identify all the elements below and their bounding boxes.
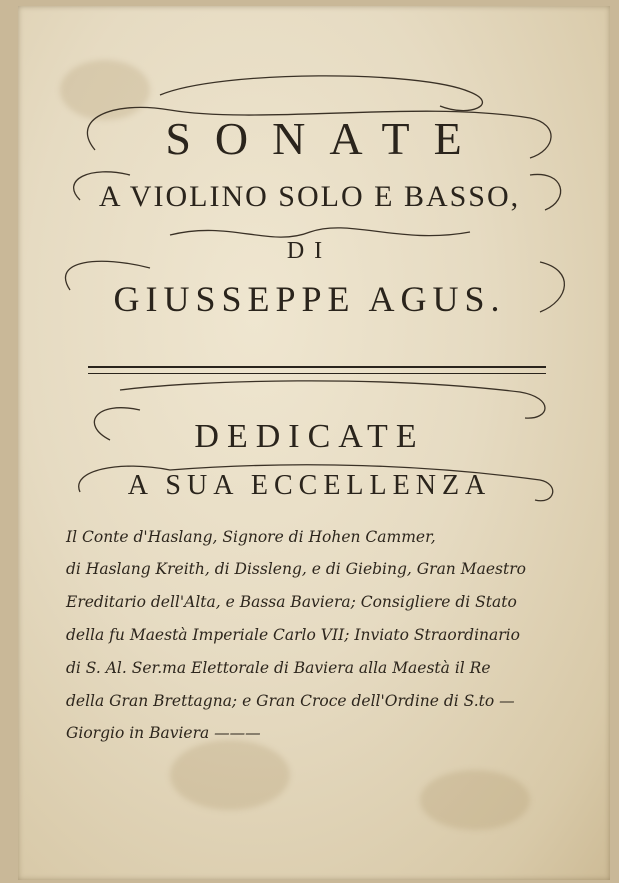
subtitle-line1: A VIOLINO SOLO E BASSO, bbox=[98, 180, 521, 213]
divider-rule bbox=[88, 373, 546, 374]
dedication-line: Il Conte d'Haslang, Signore di Hohen Cammer, bbox=[66, 528, 436, 546]
dedication-line: di Haslang Kreith, di Dissleng, e di Giebing, Gran Maestro bbox=[66, 560, 526, 578]
divider-rule bbox=[88, 366, 546, 368]
dedication-line: della Gran Brettagna; e Gran Croce dell'Ordine di S.to — bbox=[66, 692, 515, 710]
flourish-top bbox=[160, 76, 482, 111]
flourish-dedicate-top bbox=[120, 381, 545, 418]
dedication-line: Giorgio in Baviera ——— bbox=[66, 724, 261, 742]
page-title: SONATE bbox=[165, 113, 486, 164]
composer-name: GIUSSEPPE AGUS. bbox=[113, 279, 506, 319]
dedication-line: Ereditario dell'Alta, e Bassa Baviera; Consigliere di Stato bbox=[66, 593, 517, 611]
flourish-di bbox=[170, 228, 470, 237]
subtitle-line2: DI bbox=[286, 238, 333, 264]
dedication-to: A SUA ECCELLENZA bbox=[127, 470, 492, 501]
dedication-heading: DEDICATE bbox=[194, 418, 425, 455]
dedication-line: della fu Maestà Imperiale Carlo VII; Inviato Straordinario bbox=[66, 626, 520, 644]
dedication-line: di S. Al. Ser.ma Elettorale di Baviera alla Maestà il Re bbox=[66, 659, 491, 677]
